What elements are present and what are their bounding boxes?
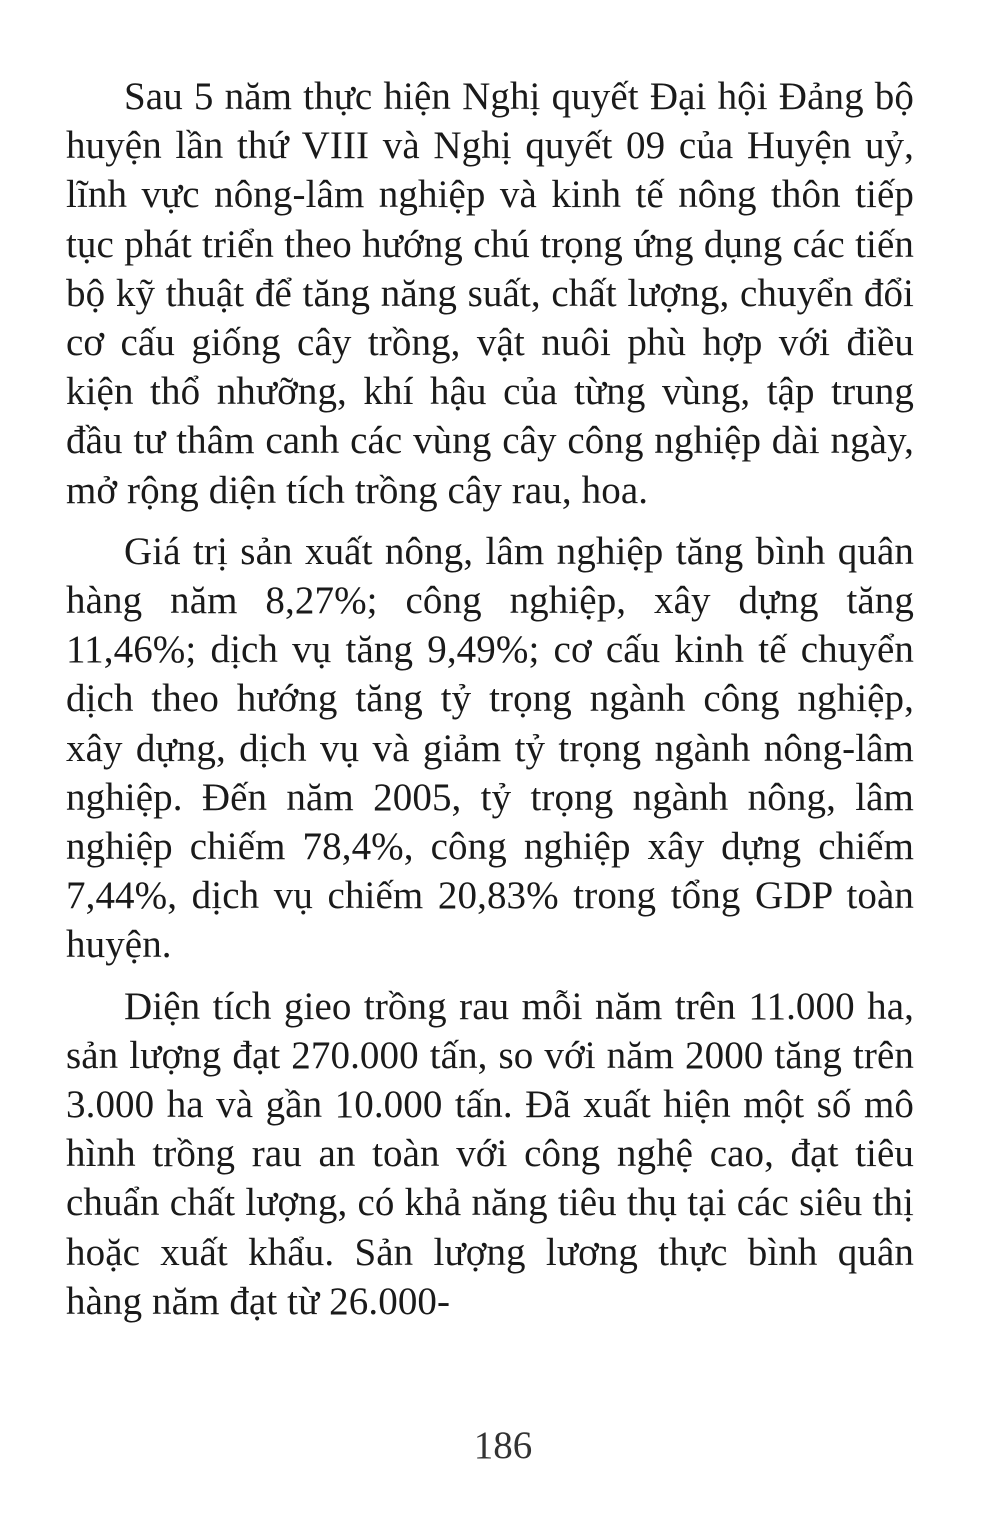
paragraph-3: Diện tích gieo trồng rau mỗi năm trên 11.000 ha, sản lượng đạt 270.000 tấn, so với năm 2000 tăng trên 3.000 ha và gần 10.000 tấn. Đã xuất hiện một số mô hình trồng rau an toàn với công nghệ cao, đạt tiêu chuẩn chất lượng, có khả năng tiêu thụ tại các siêu thị hoặc xuất khẩu. Sản lượng lương thực bình quân hàng năm đạt từ 26.000- xyxy=(66,984,914,1323)
paragraph-2: Giá trị sản xuất nông, lâm nghiệp tăng bình quân hàng năm 8,27%; công nghiệp, xây dựng tăng 11,46%; dịch vụ tăng 9,49%; cơ cấu kinh tế chuyển dịch theo hướng tăng tỷ trọng ngành công nghiệp, xây dựng, dịch vụ và giảm tỷ trọng ngành nông-lâm nghiệp. Đến năm 2005, tỷ trọng ngành nông, lâm nghiệp chiếm 78,4%, công nghiệp xây dựng chiếm 7,44%, dịch vụ chiếm 20,83% trong tổng GDP toàn huyện. xyxy=(66,529,914,967)
paragraph-1: Sau 5 năm thực hiện Nghị quyết Đại hội Đảng bộ huyện lần thứ VIII và Nghị quyết 09 của Huyện uỷ, lĩnh vực nông-lâm nghiệp và kinh tế nông thôn tiếp tục phát triển theo hướng chú trọng ứng dụng các tiến bộ kỹ thuật để tăng năng suất, chất lượng, chuyển đổi cơ cấu giống cây trồng, vật nuôi phù hợp với điều kiện thổ nhưỡng, khí hậu của từng vùng, tập trung đầu tư thâm canh các vùng cây công nghiệp dài ngày, mở rộng diện tích trồng cây rau, hoa. xyxy=(66,75,914,512)
page-body xyxy=(66,72,914,1338)
page-number: 186 xyxy=(473,1424,533,1467)
